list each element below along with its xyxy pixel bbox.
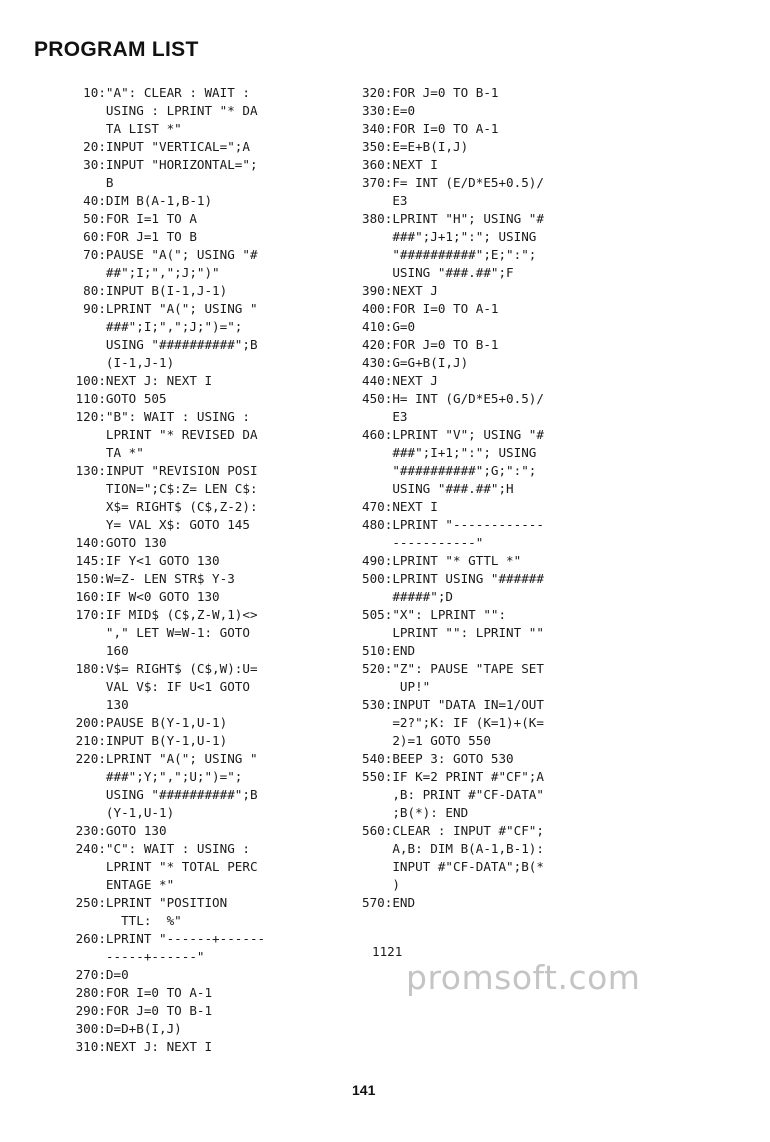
code-line: 500:LPRINT USING "######	[362, 571, 544, 586]
code-line: 300:D=D+B(I,J)	[68, 1021, 182, 1036]
code-line: 410:G=0	[362, 319, 416, 334]
code-line: 510:END	[362, 643, 416, 658]
code-number: 1121	[372, 944, 403, 959]
code-line: USING "###.##";F	[362, 265, 514, 280]
code-line: 20:INPUT "VERTICAL=";A	[68, 139, 250, 154]
code-line: 310:NEXT J: NEXT I	[68, 1039, 213, 1054]
code-line: LPRINT "* REVISED DA	[68, 427, 258, 442]
code-line: 290:FOR J=0 TO B-1	[68, 1003, 213, 1018]
code-line: 430:G=G+B(I,J)	[362, 355, 469, 370]
code-line: TA LIST *"	[68, 121, 182, 136]
code-line: B	[68, 175, 114, 190]
code-line: USING "##########";B	[68, 337, 258, 352]
code-line: 470:NEXT I	[362, 499, 438, 514]
code-line: 90:LPRINT "A("; USING "	[68, 301, 258, 316]
code-line: #####";D	[362, 589, 453, 604]
code-line: 50:FOR I=1 TO A	[68, 211, 197, 226]
code-line: ###";Y;",";U;")=";	[68, 769, 243, 784]
page-number: 141	[352, 1082, 376, 1098]
code-line: 180:V$= RIGHT$ (C$,W):U=	[68, 661, 258, 676]
code-line: 560:CLEAR : INPUT #"CF";	[362, 823, 544, 838]
code-line: 130:INPUT "REVISION POSI	[68, 463, 258, 478]
program-listing-right-column	[362, 84, 544, 912]
code-line: 520:"Z": PAUSE "TAPE SET	[362, 661, 544, 676]
page-title: PROGRAM LIST	[34, 38, 199, 61]
code-line: E3	[362, 409, 408, 424]
code-line: ENTAGE *"	[68, 877, 175, 892]
code-line: "##########";E;":";	[362, 247, 537, 262]
code-line: USING "###.##";H	[362, 481, 514, 496]
code-line: -----------"	[362, 535, 484, 550]
code-line: 2)=1 GOTO 550	[362, 733, 491, 748]
code-line: 70:PAUSE "A("; USING "#	[68, 247, 258, 262]
code-line: 160	[68, 643, 129, 658]
code-line: ###";J+1;":"; USING	[362, 229, 537, 244]
code-line: 490:LPRINT "* GTTL *"	[362, 553, 522, 568]
code-line: INPUT #"CF-DATA";B(*	[362, 859, 544, 874]
code-line: 160:IF W<0 GOTO 130	[68, 589, 220, 604]
code-line: 320:FOR J=0 TO B-1	[362, 85, 499, 100]
code-line: 330:E=0	[362, 103, 416, 118]
code-line: 390:NEXT J	[362, 283, 438, 298]
code-line: 100:NEXT J: NEXT I	[68, 373, 213, 388]
code-line: 240:"C": WAIT : USING :	[68, 841, 250, 856]
code-line: UP!"	[362, 679, 431, 694]
code-line: TION=";C$:Z= LEN C$:	[68, 481, 258, 496]
code-line: USING : LPRINT "* DA	[68, 103, 258, 118]
code-line: VAL V$: IF U<1 GOTO	[68, 679, 250, 694]
code-line: -----+------"	[68, 949, 205, 964]
watermark: promsoft.com	[406, 958, 641, 997]
code-line: Y= VAL X$: GOTO 145	[68, 517, 250, 532]
code-line: 350:E=E+B(I,J)	[362, 139, 469, 154]
code-line: 480:LPRINT "------------	[362, 517, 544, 532]
code-line: 30:INPUT "HORIZONTAL=";	[68, 157, 258, 172]
code-line: 360:NEXT I	[362, 157, 438, 172]
code-line: 220:LPRINT "A("; USING "	[68, 751, 258, 766]
code-line: ,B: PRINT #"CF-DATA"	[362, 787, 544, 802]
code-line: )	[362, 877, 400, 892]
code-line: 540:BEEP 3: GOTO 530	[362, 751, 514, 766]
code-line: "," LET W=W-1: GOTO	[68, 625, 250, 640]
code-line: A,B: DIM B(A-1,B-1):	[362, 841, 544, 856]
code-line: E3	[362, 193, 408, 208]
code-line: =2?";K: IF (K=1)+(K=	[362, 715, 544, 730]
code-line: ###";I;",";J;")=";	[68, 319, 243, 334]
code-line: ##";I;",";J;")"	[68, 265, 220, 280]
code-line: X$= RIGHT$ (C$,Z-2):	[68, 499, 258, 514]
code-line: 400:FOR I=0 TO A-1	[362, 301, 499, 316]
code-line: 280:FOR I=0 TO A-1	[68, 985, 213, 1000]
code-line: (I-1,J-1)	[68, 355, 175, 370]
code-line: 380:LPRINT "H"; USING "#	[362, 211, 544, 226]
code-line: 145:IF Y<1 GOTO 130	[68, 553, 220, 568]
code-line: 170:IF MID$ (C$,Z-W,1)<>	[68, 607, 258, 622]
code-line: 140:GOTO 130	[68, 535, 167, 550]
code-line: 230:GOTO 130	[68, 823, 167, 838]
code-line: LPRINT "* TOTAL PERC	[68, 859, 258, 874]
code-line: (Y-1,U-1)	[68, 805, 175, 820]
code-line: 200:PAUSE B(Y-1,U-1)	[68, 715, 228, 730]
code-line: 60:FOR J=1 TO B	[68, 229, 197, 244]
code-line: 10:"A": CLEAR : WAIT :	[68, 85, 250, 100]
code-line: LPRINT "": LPRINT ""	[362, 625, 544, 640]
code-line: 570:END	[362, 895, 416, 910]
code-line: 370:F= INT (E/D*E5+0.5)/	[362, 175, 544, 190]
code-line: ###";I+1;":"; USING	[362, 445, 537, 460]
code-line: "##########";G;":";	[362, 463, 537, 478]
code-line: 150:W=Z- LEN STR$ Y-3	[68, 571, 235, 586]
code-line: 120:"B": WAIT : USING :	[68, 409, 250, 424]
code-line: 270:D=0	[68, 967, 129, 982]
code-line: TTL: %"	[68, 913, 182, 928]
code-line: 80:INPUT B(I-1,J-1)	[68, 283, 228, 298]
code-line: TA *"	[68, 445, 144, 460]
code-line: 110:GOTO 505	[68, 391, 167, 406]
code-line: 130	[68, 697, 129, 712]
code-line: 250:LPRINT "POSITION	[68, 895, 228, 910]
code-line: 420:FOR J=0 TO B-1	[362, 337, 499, 352]
code-line: 40:DIM B(A-1,B-1)	[68, 193, 213, 208]
code-line: 460:LPRINT "V"; USING "#	[362, 427, 544, 442]
code-line: ;B(*): END	[362, 805, 469, 820]
code-line: 260:LPRINT "------+------	[68, 931, 266, 946]
code-line: 450:H= INT (G/D*E5+0.5)/	[362, 391, 544, 406]
code-line: 530:INPUT "DATA IN=1/OUT	[362, 697, 544, 712]
code-line: 440:NEXT J	[362, 373, 438, 388]
code-line: 210:INPUT B(Y-1,U-1)	[68, 733, 228, 748]
code-line: 505:"X": LPRINT "":	[362, 607, 507, 622]
code-line: 550:IF K=2 PRINT #"CF";A	[362, 769, 544, 784]
program-listing-left-column	[68, 84, 265, 1056]
code-line: USING "##########";B	[68, 787, 258, 802]
code-line: 340:FOR I=0 TO A-1	[362, 121, 499, 136]
